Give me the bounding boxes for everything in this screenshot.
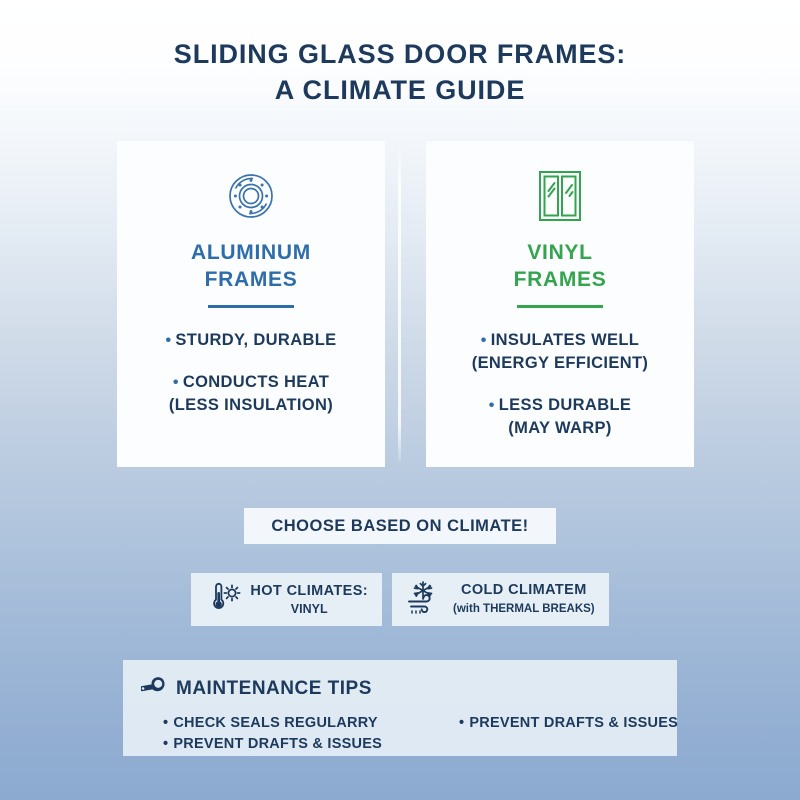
page-title-line-2: A CLIMATE GUIDE	[274, 75, 526, 105]
list-item-label: PREVENT DRAFTS & ISSUES	[173, 736, 383, 752]
window-pane-icon	[426, 165, 694, 227]
card-aluminum-bullets	[117, 329, 385, 417]
chip-cold-climates-text	[453, 581, 595, 618]
list-item	[444, 394, 676, 440]
bullet-dot: •	[172, 374, 179, 391]
thermometer-sun-icon	[205, 580, 241, 619]
bullet-dot: •	[165, 332, 172, 349]
card-vinyl-bullets	[426, 329, 694, 440]
card-title-vinyl-line-1: VINYL	[527, 241, 593, 264]
bullet-dot: •	[163, 736, 169, 752]
card-divider	[398, 149, 401, 461]
page-title	[0, 36, 800, 108]
chip-hot-climates-text	[250, 582, 368, 618]
list-item-sublabel: (ENERGY EFFICIENT)	[471, 354, 649, 372]
chip-hot-climates[interactable]	[191, 573, 382, 626]
list-item-sublabel: (LESS INSULATION)	[168, 396, 334, 414]
list-item	[135, 371, 367, 417]
bullet-dot: •	[459, 715, 465, 731]
page-title-line-1: SLIDING GLASS DOOR FRAMES:	[173, 39, 627, 69]
maintenance-tips-columns	[141, 713, 677, 755]
list-item	[135, 329, 367, 352]
maintenance-column-left	[141, 713, 441, 755]
choose-based-on-climate-banner	[244, 508, 556, 544]
card-title-vinyl	[426, 239, 694, 293]
card-title-underline	[517, 305, 603, 308]
comparison-cards	[0, 141, 800, 467]
bearing-ring-icon	[117, 165, 385, 227]
card-title-aluminum-line-1: ALUMINUM	[191, 241, 311, 264]
chip-hot-climates-label: HOT CLIMATES:	[250, 582, 369, 599]
chip-cold-climates-label: COLD CLIMATEM	[460, 582, 587, 598]
chip-hot-climates-sublabel: VINYL	[290, 601, 328, 616]
card-aluminum-frames[interactable]	[117, 141, 385, 467]
bullet-dot: •	[163, 715, 169, 731]
chip-cold-climates[interactable]	[392, 573, 609, 626]
list-item-label: STURDY, DURABLE	[175, 331, 337, 349]
card-title-vinyl-line-2: FRAMES	[513, 268, 607, 291]
snowflake-wind-icon	[406, 580, 444, 619]
card-title-aluminum	[117, 239, 385, 293]
list-item-label: INSULATES WELL	[490, 331, 640, 349]
list-item-label: CHECK SEALS REGULARRY	[173, 715, 378, 731]
list-item	[163, 734, 441, 755]
maintenance-tips-title: MAINTENANCE TIPS	[176, 677, 372, 699]
list-item-label: PREVENT DRAFTS & ISSUES	[469, 715, 679, 731]
list-item-sublabel: (MAY WARP)	[508, 419, 612, 437]
maintenance-column-right	[441, 713, 679, 755]
maintenance-tips-header	[141, 673, 677, 704]
list-item	[163, 713, 441, 734]
chip-cold-climates-sublabel: (with THERMAL BREAKS)	[453, 603, 595, 615]
card-title-underline	[208, 305, 294, 308]
maintenance-tips-panel	[123, 660, 677, 756]
list-item-label: LESS DURABLE	[498, 396, 632, 414]
wrench-icon	[141, 673, 167, 704]
bullet-dot: •	[480, 332, 487, 349]
banner-label: CHOOSE BASED ON CLIMATE!	[271, 516, 529, 535]
climate-chips	[0, 573, 800, 626]
card-title-aluminum-line-2: FRAMES	[204, 268, 298, 291]
list-item	[459, 713, 679, 734]
list-item-label: CONDUCTS HEAT	[182, 373, 330, 391]
list-item	[444, 329, 676, 375]
bullet-dot: •	[488, 397, 495, 414]
card-vinyl-frames[interactable]	[426, 141, 694, 467]
